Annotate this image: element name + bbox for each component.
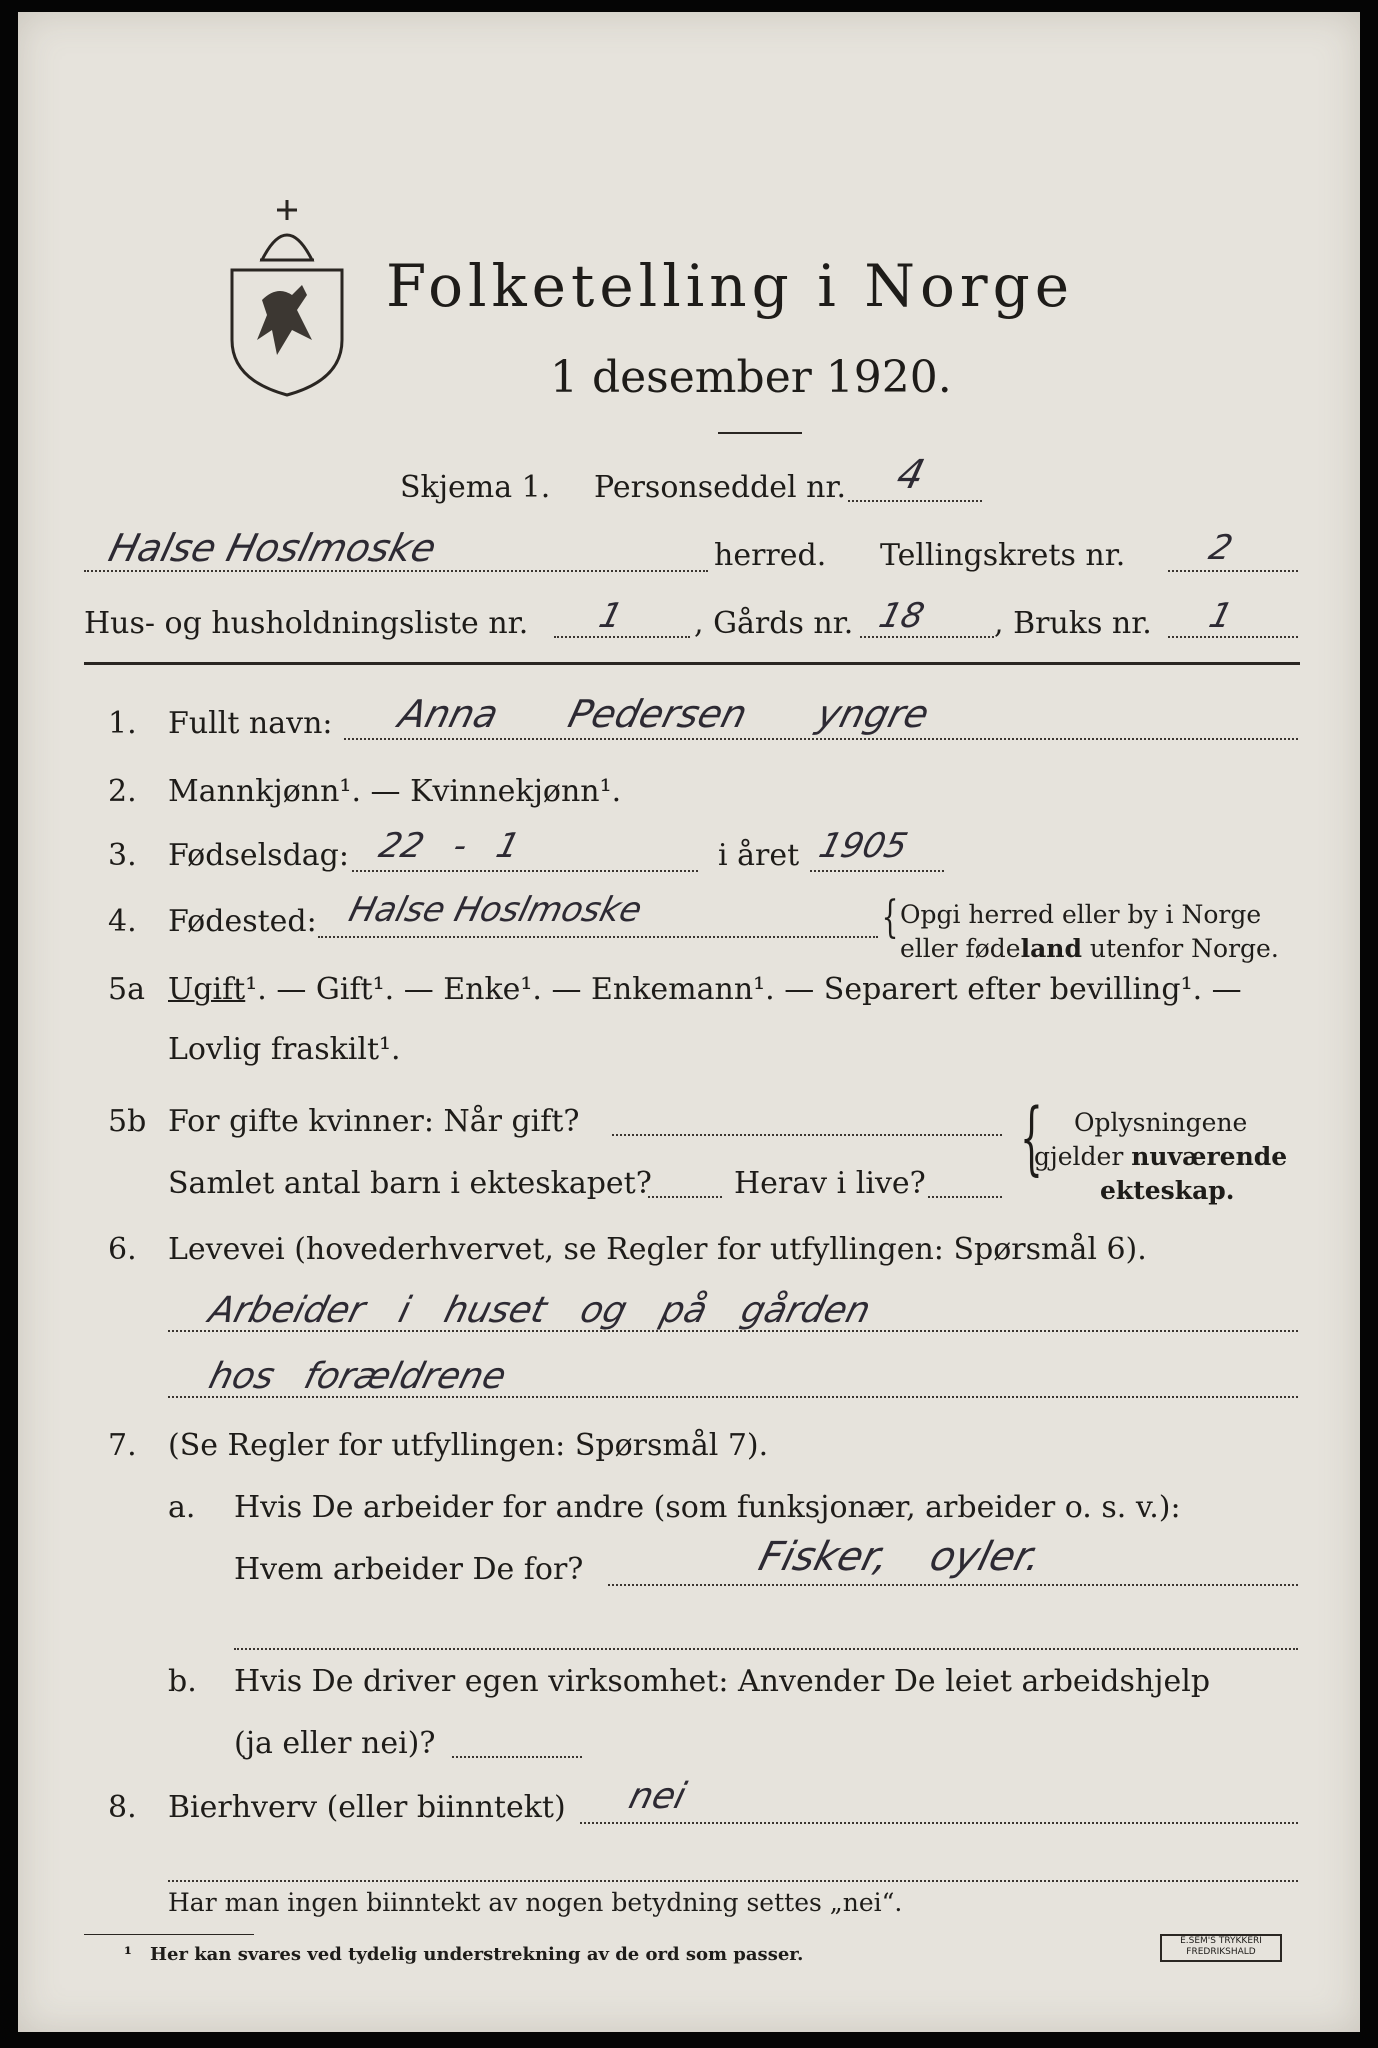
q4-number: 4.	[108, 904, 137, 939]
q8-number: 8.	[108, 1790, 137, 1825]
occupation-line-2	[168, 1396, 1298, 1398]
q3-label: Fødselsdag:	[168, 838, 349, 873]
occupation-value-2: hos forældrene	[204, 1356, 511, 1397]
full-name-value: Anna Pedersen yngre	[394, 692, 934, 736]
employer-line	[608, 1584, 1298, 1586]
q3-number: 3.	[108, 838, 137, 873]
tellingskrets-line	[1168, 570, 1298, 572]
gards-label: , Gårds nr.	[694, 606, 854, 641]
tellingskrets-value: 2	[1205, 528, 1237, 568]
q6-label: Levevei (hovederhvervet, se Regler for utfyllingen: Spørsmål 6).	[168, 1232, 1147, 1267]
q5b-note-1: Oplysningene	[1074, 1108, 1248, 1137]
employer-line-2	[234, 1648, 1298, 1650]
herred-value: Halse Hoslmoske	[104, 526, 441, 570]
gender-options: Mannkjønn¹. — Kvinnekjønn¹.	[168, 774, 622, 809]
bruks-label: , Bruks nr.	[994, 606, 1152, 641]
q5b-note-2: gjelder nuværende	[1034, 1142, 1288, 1171]
side-income-value: nei	[624, 1776, 691, 1817]
skjema-label: Skjema 1.	[400, 470, 551, 505]
census-date: 1 desember 1920.	[550, 352, 952, 403]
birthdate-value: 22 - 1	[375, 826, 524, 866]
q5b-number: 5b	[108, 1104, 147, 1139]
marital-ugift-selected: Ugift	[168, 972, 246, 1007]
norway-coat-of-arms-icon	[222, 190, 352, 400]
hus-label: Hus- og husholdningsliste nr.	[84, 606, 529, 641]
marital-line-2: Lovlig fraskilt¹.	[168, 1032, 401, 1067]
q5a-number: 5a	[108, 972, 145, 1007]
birth-year-value: 1905	[815, 826, 912, 866]
header-divider	[84, 662, 1300, 665]
title-divider	[718, 432, 802, 434]
hus-value: 1	[595, 596, 627, 636]
q7a-question: Hvem arbeider De for?	[234, 1552, 584, 1587]
printer-stamp: E.SEM'S TRYKKERI FREDRIKSHALD	[1160, 1934, 1282, 1962]
q7-label: (Se Regler for utfyllingen: Spørsmål 7).	[168, 1428, 769, 1463]
side-income-line-2	[168, 1880, 1298, 1882]
q4-note-2: eller fødeland utenfor Norge.	[900, 934, 1279, 963]
form-title: Folketelling i Norge	[386, 252, 1075, 320]
gards-line	[860, 636, 994, 638]
footnote-text: Her kan svares ved tydelig understrekning av de ord som passer.	[150, 1944, 804, 1965]
q5b-brace: {	[1019, 1091, 1043, 1184]
q7b-question: (ja eller nei)?	[234, 1726, 436, 1761]
footnote-number: ¹	[124, 1944, 132, 1965]
birthplace-line	[318, 936, 878, 938]
q8-label: Bierhverv (eller biinntekt)	[168, 1790, 566, 1825]
gards-value: 18	[875, 596, 929, 636]
hus-line	[554, 636, 690, 638]
q2-number: 2.	[108, 774, 137, 809]
footer-note: Har man ingen biinntekt av nogen betydning settes „nei“.	[168, 1888, 903, 1917]
tellingskrets-label: Tellingskrets nr.	[880, 538, 1126, 573]
employer-value: Fisker, oyler.	[754, 1534, 1047, 1580]
q5b-when-married: For gifte kvinner: Når gift?	[168, 1104, 580, 1139]
hired-help-line	[452, 1756, 582, 1758]
occupation-line-1	[168, 1330, 1298, 1332]
q1-line	[344, 738, 1298, 740]
q4-note-1: Opgi herred eller by i Norge	[900, 900, 1262, 929]
gender-male: Mannkjønn¹. —	[168, 774, 411, 809]
personseddel-value: 4	[892, 452, 930, 498]
birthplace-value: Halse Hoslmoske	[345, 890, 647, 930]
marital-status-options: Ugift¹. — Gift¹. — Enke¹. — Enkemann¹. — Separert efter bevilling¹. —	[168, 972, 1242, 1007]
q6-number: 6.	[108, 1232, 137, 1267]
year-label: i året	[718, 838, 800, 873]
q5b-children: Samlet antal barn i ekteskapet?	[168, 1166, 652, 1201]
birthdate-line	[352, 870, 698, 872]
gender-female: Kvinnekjønn	[410, 774, 600, 809]
q7-number: 7.	[108, 1428, 137, 1463]
herred-label: herred.	[714, 538, 827, 573]
q7a-text: Hvis De arbeider for andre (som funksjonær, arbeider o. s. v.):	[234, 1490, 1181, 1525]
when-married-line	[612, 1134, 1002, 1136]
q5b-note-3: ekteskap.	[1100, 1176, 1235, 1205]
q7b-number: b.	[168, 1664, 197, 1699]
footnote-divider	[84, 1934, 254, 1935]
children-line	[648, 1196, 722, 1198]
side-income-line	[580, 1822, 1298, 1824]
bruks-value: 1	[1205, 596, 1237, 636]
q1-number: 1.	[108, 706, 137, 741]
personseddel-line	[848, 500, 982, 502]
q4-brace: {	[881, 892, 899, 943]
bruks-line	[1168, 636, 1298, 638]
alive-line	[928, 1196, 1002, 1198]
personseddel-label: Personseddel nr.	[594, 470, 847, 505]
q1-label: Fullt navn:	[168, 706, 333, 741]
year-line	[810, 870, 944, 872]
q4-label: Fødested:	[168, 904, 317, 939]
q7a-number: a.	[168, 1490, 196, 1525]
occupation-value-1: Arbeider i huset og på gården	[204, 1290, 875, 1331]
q5b-alive: Herav i live?	[734, 1166, 926, 1201]
q7b-text: Hvis De driver egen virksomhet: Anvender De leiet arbeidshjelp	[234, 1664, 1211, 1699]
herred-line	[84, 570, 708, 572]
